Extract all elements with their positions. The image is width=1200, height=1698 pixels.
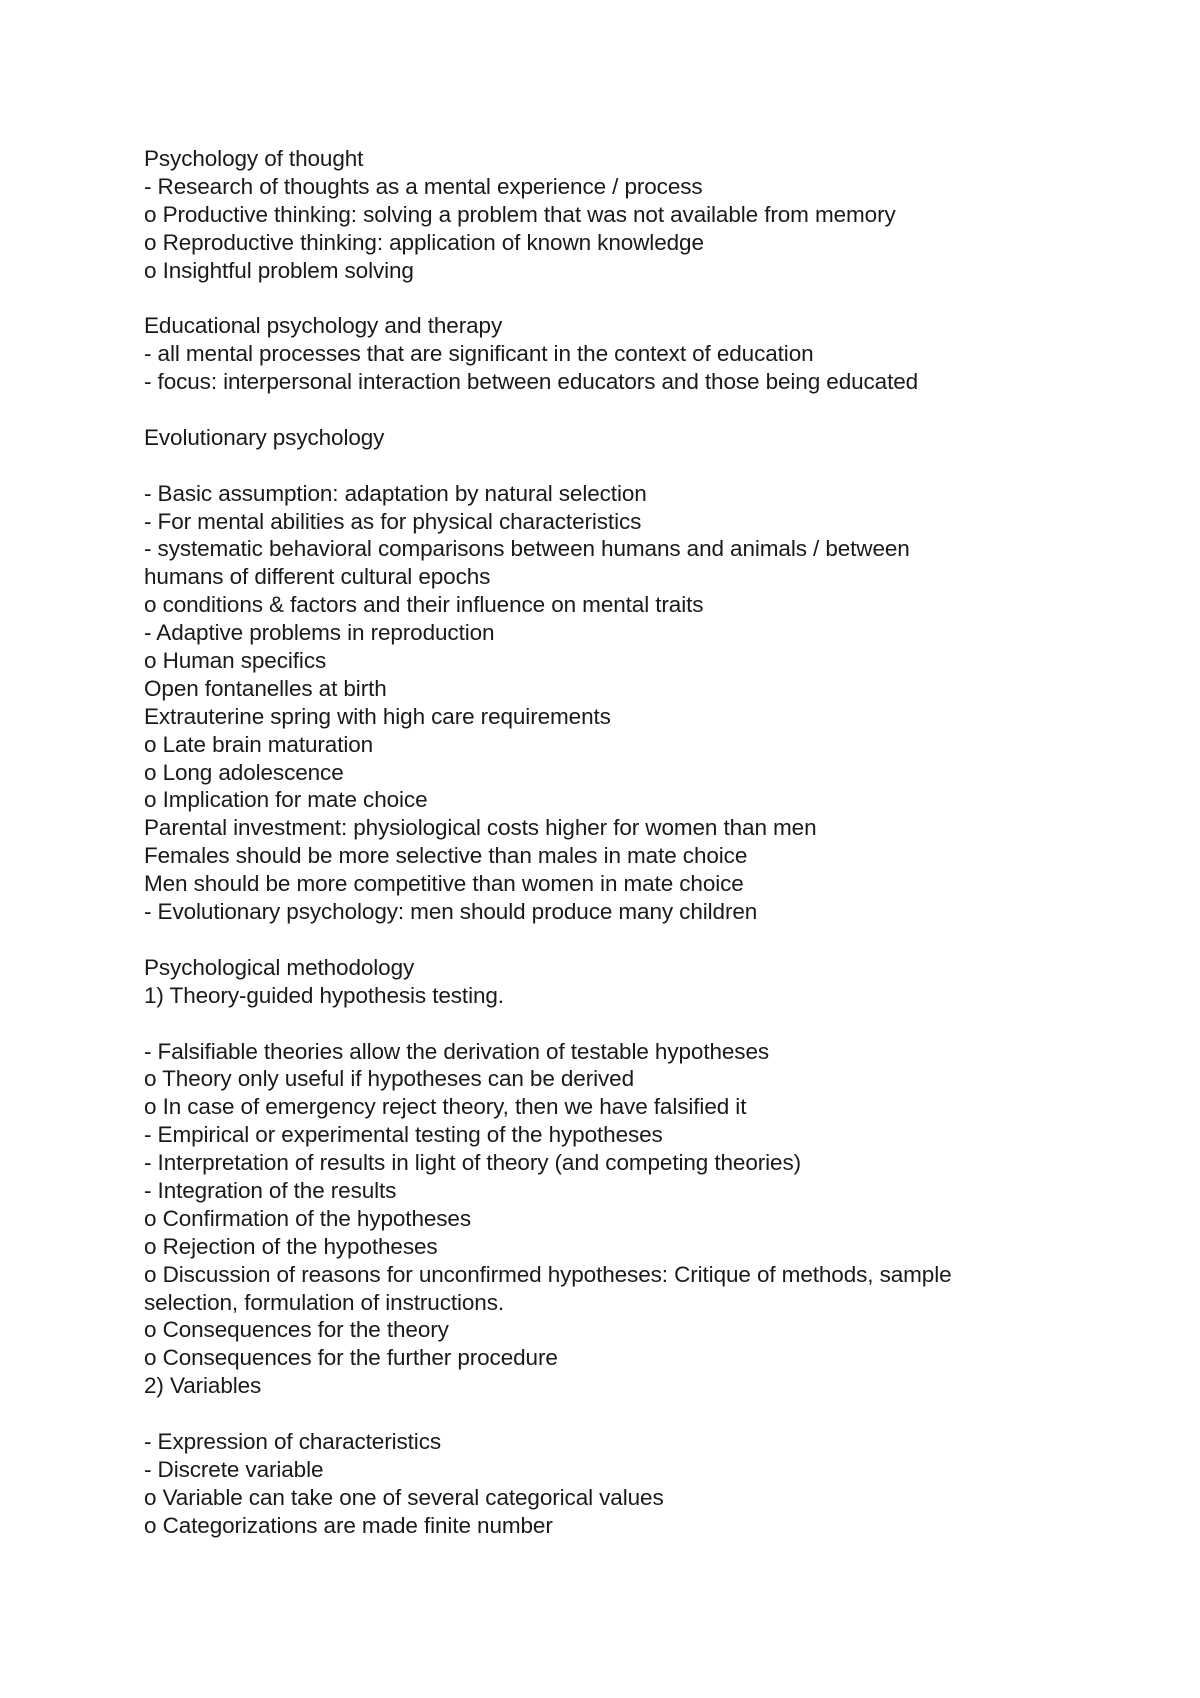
blank-line: [144, 452, 1084, 480]
text-line: o Consequences for the further procedure: [144, 1345, 558, 1371]
text-line: - Evolutionary psychology: men should produce many children: [144, 899, 758, 925]
text-line: o Human specifics: [144, 648, 327, 674]
blank-line: [144, 1010, 1084, 1038]
text-line: o Confirmation of the hypotheses: [144, 1205, 471, 1231]
text-line: Open fontanelles at birth: [144, 675, 387, 701]
blank-line: [144, 284, 1084, 312]
text-line: o Theory only useful if hypotheses can be derived: [144, 1066, 634, 1092]
subsection-heading: 1) Theory-guided hypothesis testing.: [144, 982, 504, 1008]
text-line: - focus: interpersonal interaction between educators and those being educated: [144, 369, 919, 395]
text-line: selection, formulation of instructions.: [144, 1289, 505, 1315]
document-body: [144, 145, 1084, 1540]
text-line: o Variable can take one of several categorical values: [144, 1484, 664, 1510]
text-line: - Discrete variable: [144, 1456, 324, 1482]
blank-line: [144, 926, 1084, 954]
blank-line: [144, 1400, 1084, 1428]
text-line: - Expression of characteristics: [144, 1428, 442, 1454]
text-line: - For mental abilities as for physical characteristics: [144, 508, 642, 534]
text-line: o Discussion of reasons for unconfirmed hypotheses: Critique of methods, sample: [144, 1261, 952, 1287]
text-line: - Research of thoughts as a mental experience / process: [144, 173, 703, 199]
section-heading: Psychological methodology: [144, 954, 415, 980]
text-line: o Rejection of the hypotheses: [144, 1233, 438, 1259]
section-heading: Psychology of thought: [144, 146, 364, 171]
text-line: - systematic behavioral comparisons between humans and animals / between: [144, 536, 910, 562]
text-line: o Categorizations are made finite number: [144, 1512, 553, 1538]
text-line: Parental investment: physiological costs higher for women than men: [144, 815, 817, 841]
blank-line: [144, 396, 1084, 424]
text-line: o conditions & factors and their influence on mental traits: [144, 592, 704, 618]
text-line: - Interpretation of results in light of theory (and competing theories): [144, 1150, 801, 1176]
text-line: o Consequences for the theory: [144, 1317, 449, 1343]
text-line: o Implication for mate choice: [144, 787, 428, 813]
text-line: o Reproductive thinking: application of known knowledge: [144, 229, 704, 255]
text-line: humans of different cultural epochs: [144, 564, 491, 590]
text-line: o Insightful problem solving: [144, 257, 414, 283]
text-line: - Adaptive problems in reproduction: [144, 620, 495, 646]
subsection-heading: 2) Variables: [144, 1373, 262, 1399]
text-line: - Empirical or experimental testing of the hypotheses: [144, 1122, 663, 1148]
text-line: Extrauterine spring with high care requirements: [144, 703, 611, 729]
text-line: - Basic assumption: adaptation by natural selection: [144, 480, 647, 506]
text-line: Men should be more competitive than women in mate choice: [144, 871, 744, 897]
text-line: o Late brain maturation: [144, 731, 374, 757]
text-line: - Falsifiable theories allow the derivation of testable hypotheses: [144, 1038, 770, 1064]
text-line: - all mental processes that are significant in the context of education: [144, 341, 814, 367]
text-line: o Productive thinking: solving a problem that was not available from memory: [144, 201, 896, 227]
text-line: - Integration of the results: [144, 1177, 397, 1203]
text-line: o Long adolescence: [144, 759, 344, 785]
section-heading: Evolutionary psychology: [144, 424, 385, 450]
text-line: o In case of emergency reject theory, then we have falsified it: [144, 1094, 747, 1120]
text-line: Females should be more selective than males in mate choice: [144, 843, 748, 869]
section-heading: Educational psychology and therapy: [144, 313, 503, 339]
